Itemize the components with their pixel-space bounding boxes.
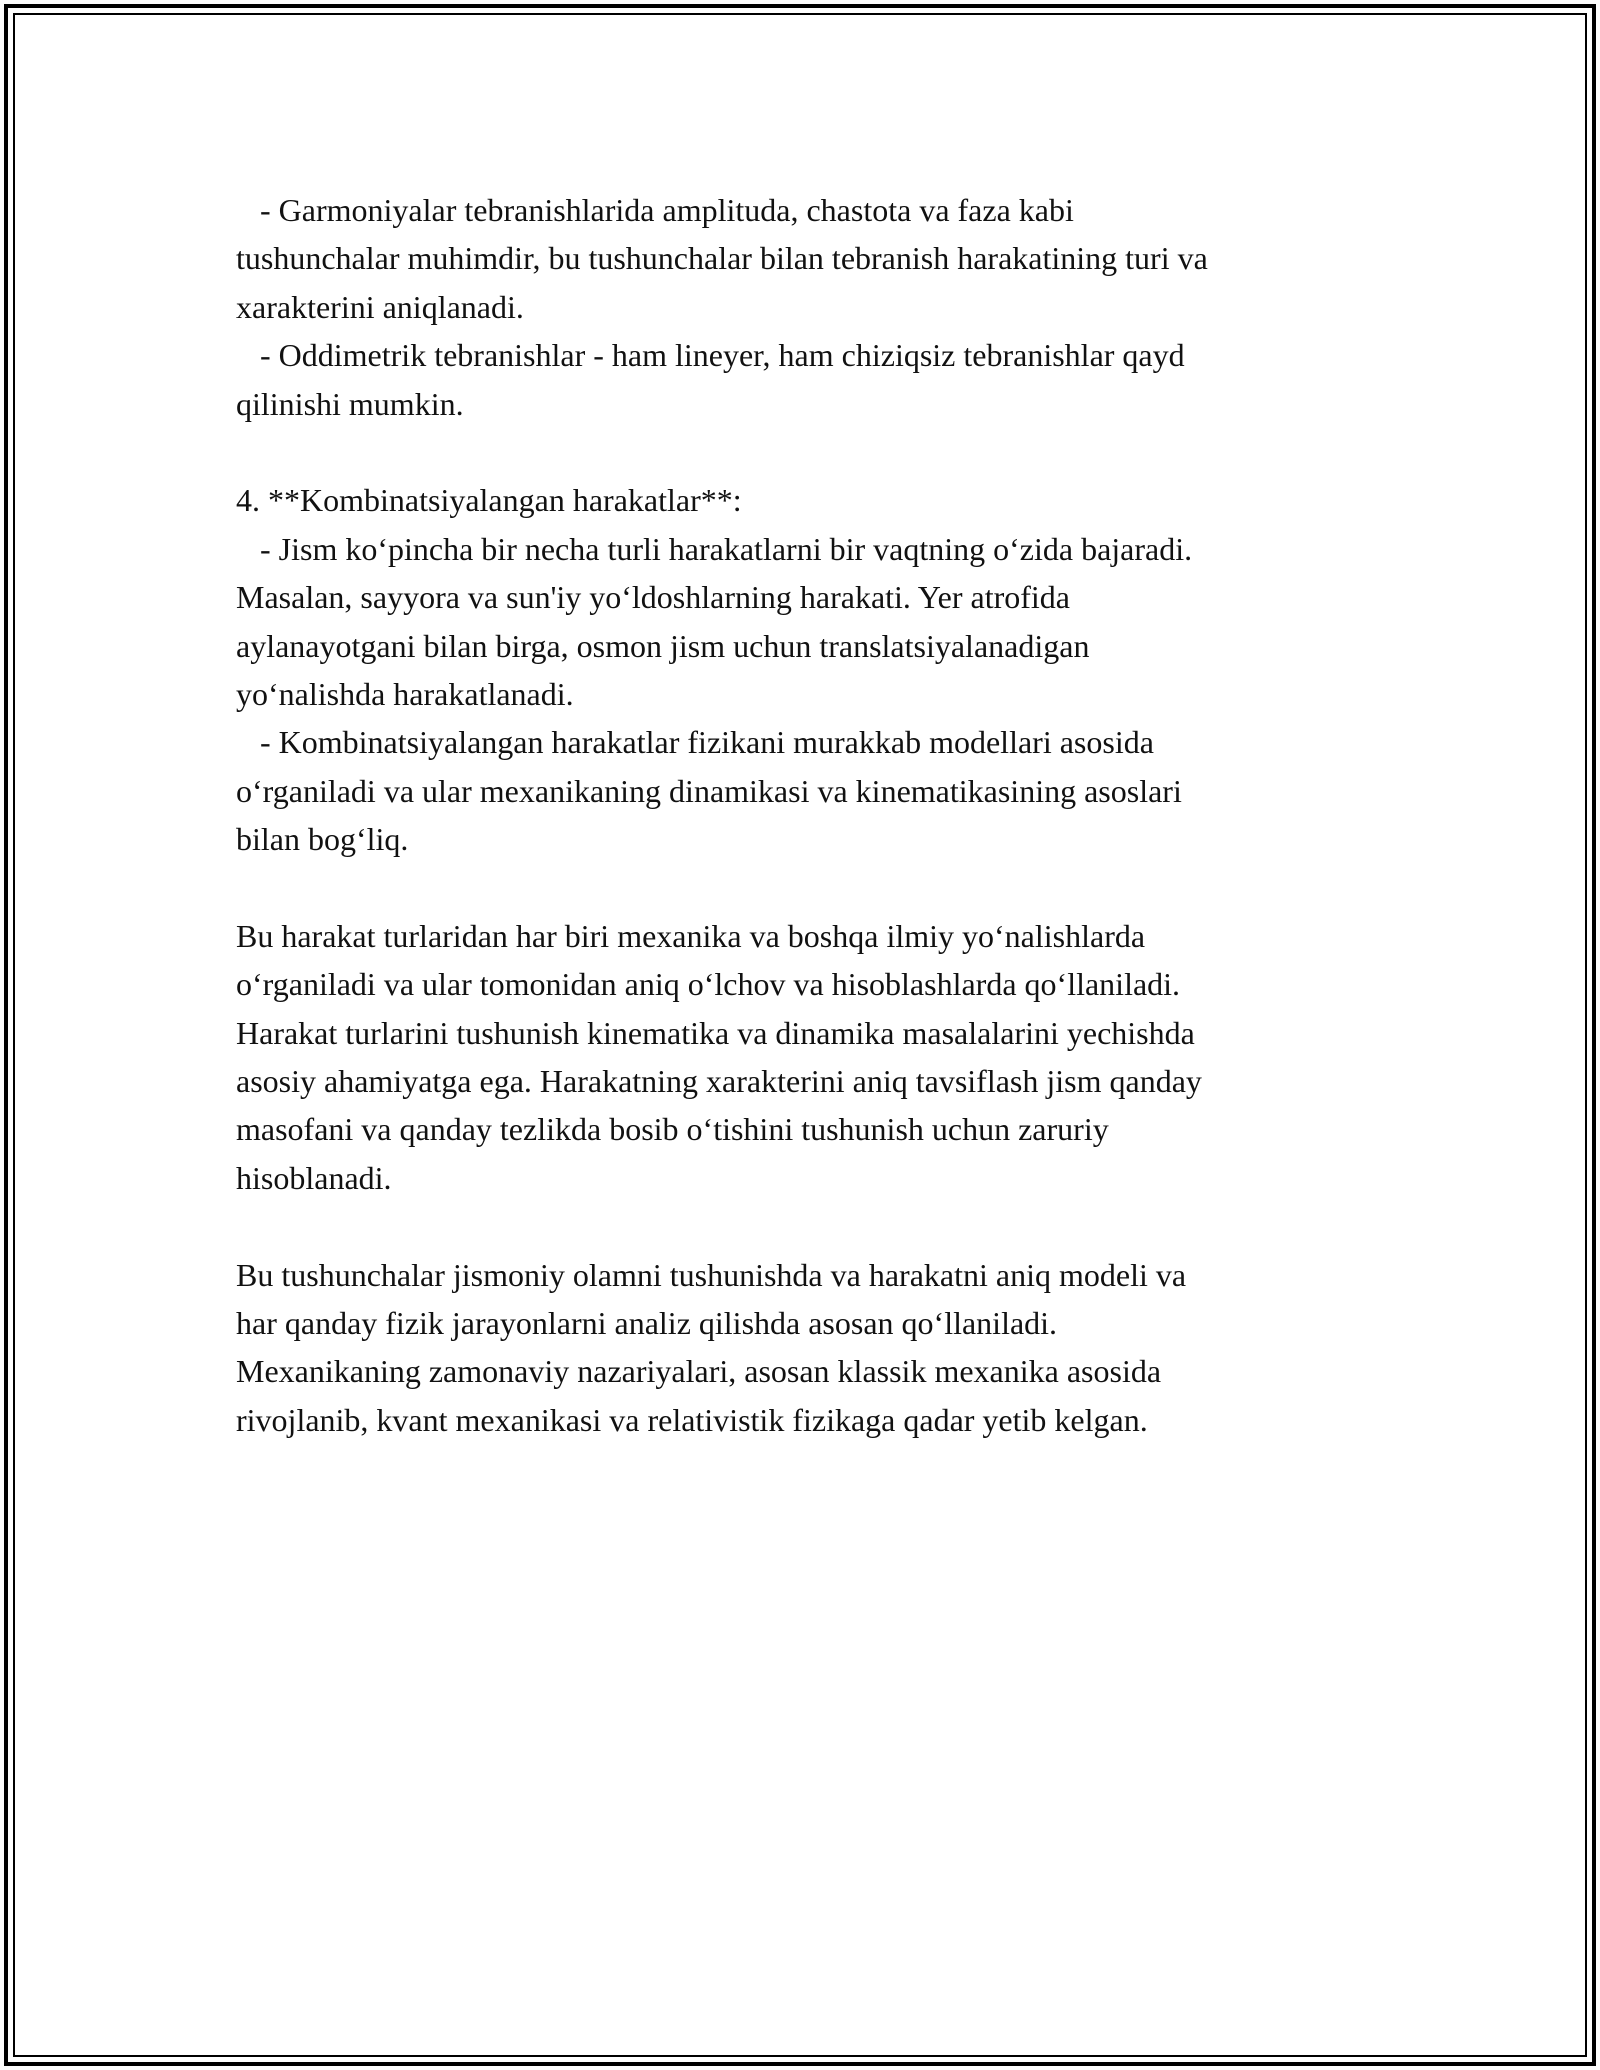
text-line: hisoblanadi. bbox=[236, 1159, 392, 1196]
section-heading: 4. **Kombinatsiyalangan harakatlar**: bbox=[236, 482, 742, 519]
paragraph-harakat-turlari bbox=[236, 912, 1366, 1202]
text-line: har qanday fizik jarayonlarni analiz qilishda asosan qo‘llaniladi. bbox=[236, 1304, 1058, 1341]
text-line: Masalan, sayyora va sun'iy yo‘ldoshlarning harakati. Yer atrofida bbox=[236, 579, 1070, 616]
text-line: - Oddimetrik tebranishlar - ham lineyer, ham chiziqsiz tebranishlar qayd bbox=[236, 337, 1185, 374]
text-line: - Kombinatsiyalangan harakatlar fizikani murakkab modellari asosida bbox=[236, 724, 1154, 761]
paragraph-gap bbox=[236, 428, 1366, 476]
text-line: Mexanikaning zamonaviy nazariyalari, asosan klassik mexanika asosida bbox=[236, 1353, 1162, 1390]
text-line: aylanayotgani bilan birga, osmon jism uchun translatsiyalanadigan bbox=[236, 627, 1090, 664]
text-line: Bu tushunchalar jismoniy olamni tushunishda va harakatni aniq modeli va bbox=[236, 1256, 1187, 1293]
paragraph-tushunchalar bbox=[236, 1251, 1366, 1445]
text-line: bilan bog‘liq. bbox=[236, 821, 409, 858]
text-line: asosiy ahamiyatga ega. Harakatning xarakterini aniq tavsiflash jism qanday bbox=[236, 1063, 1202, 1100]
bullet-garmoniyalar bbox=[236, 186, 1366, 331]
text-line: xarakterini aniqlanadi. bbox=[236, 288, 524, 325]
bullet-jism bbox=[236, 525, 1366, 719]
text-line: qilinishi mumkin. bbox=[236, 385, 464, 422]
paragraph-gap bbox=[236, 1202, 1366, 1250]
text-line: Harakat turlarini tushunish kinematika va dinamika masalalarini yechishda bbox=[236, 1014, 1195, 1051]
text-line: rivojlanib, kvant mexanikasi va relativistik fizikaga qadar yetib kelgan. bbox=[236, 1401, 1148, 1438]
document-body bbox=[236, 186, 1366, 1444]
text-line: Bu harakat turlaridan har biri mexanika va boshqa ilmiy yo‘nalishlarda bbox=[236, 917, 1146, 954]
text-line: - Jism ko‘pincha bir necha turli harakatlarni bir vaqtning o‘zida bajaradi. bbox=[236, 530, 1193, 567]
paragraph-gap bbox=[236, 863, 1366, 911]
section-heading-kombinatsiyalangan bbox=[236, 476, 1366, 524]
text-line: masofani va qanday tezlikda bosib o‘tishini tushunish uchun zaruriy bbox=[236, 1111, 1109, 1148]
text-line: yo‘nalishda harakatlanadi. bbox=[236, 675, 574, 712]
text-line: tushunchalar muhimdir, bu tushunchalar bilan tebranish harakatining turi va bbox=[236, 240, 1208, 277]
text-line: - Garmoniyalar tebranishlarida amplituda, chastota va faza kabi bbox=[236, 192, 1074, 228]
text-line: o‘rganiladi va ular tomonidan aniq o‘lchov va hisoblashlarda qo‘llaniladi. bbox=[236, 966, 1181, 1003]
text-line: o‘rganiladi va ular mexanikaning dinamikasi va kinematikasining asoslari bbox=[236, 772, 1182, 809]
bullet-oddimetrik bbox=[236, 331, 1366, 428]
bullet-kombinatsiyalangan bbox=[236, 718, 1366, 863]
